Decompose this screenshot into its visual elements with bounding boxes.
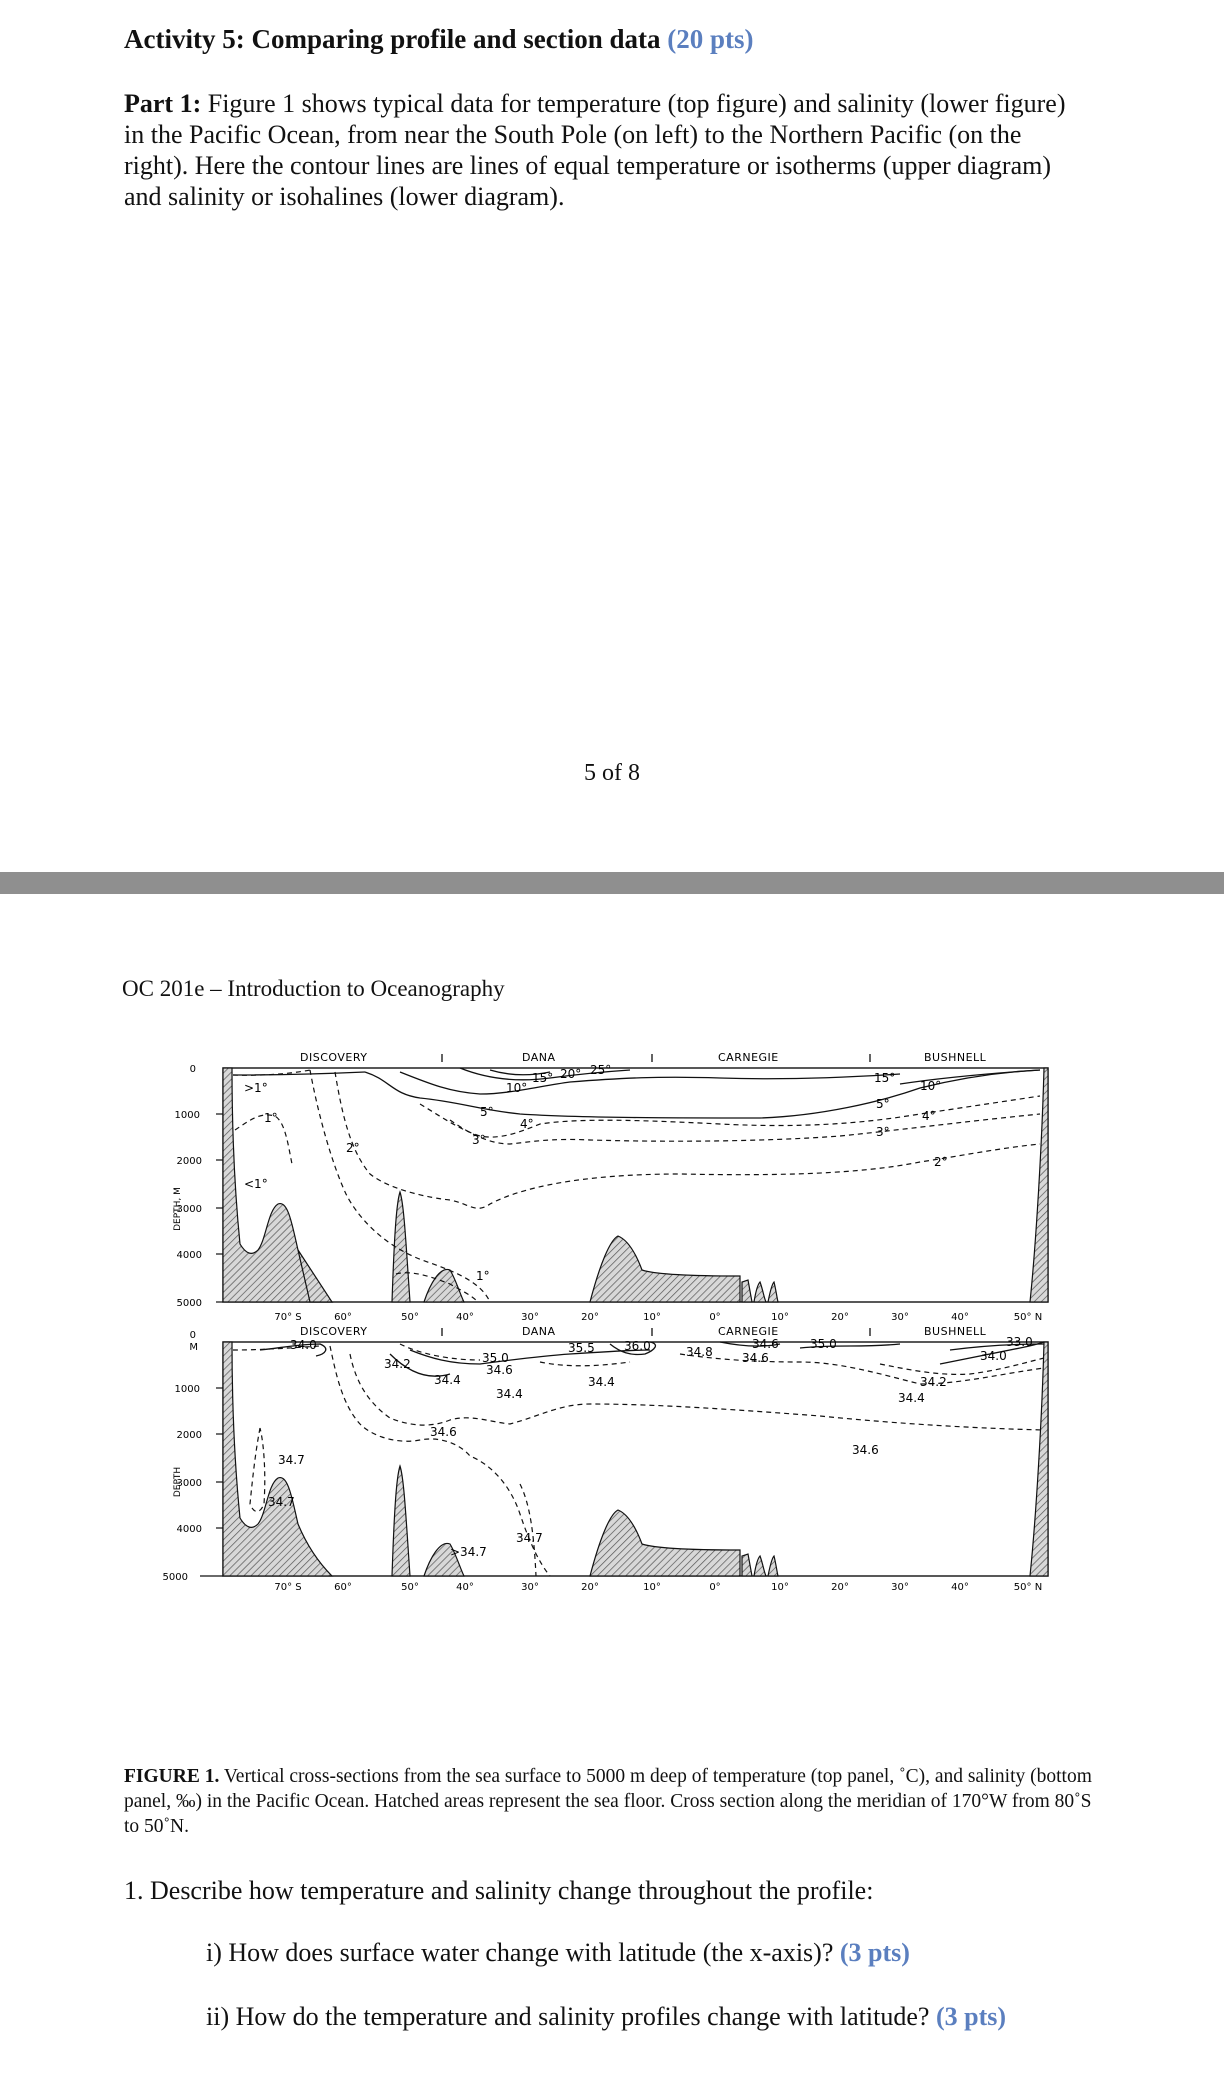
bottom-lat-tick: 20° [581, 1582, 599, 1593]
temperature-panel [173, 1051, 1048, 1323]
bottom-lat-tick: 10° [643, 1582, 661, 1593]
bottom-contour-label: 34.7 [516, 1531, 543, 1545]
top-depth-5000: 5000 [176, 1298, 202, 1309]
top-contour-label: 4° [922, 1109, 936, 1123]
bottom-isohalines [260, 1342, 1044, 1376]
top-contour-label: 15° [532, 1071, 554, 1085]
top-contour-label: 2° [934, 1155, 948, 1169]
bottom-depth-axis [163, 1330, 202, 1583]
heading-text: Activity 5: Comparing profile and section data [124, 24, 661, 54]
top-lat-tick: 40° [456, 1312, 474, 1323]
top-contour-label: 1° [476, 1269, 490, 1283]
top-expedition-carnegie: CARNEGIE [718, 1051, 779, 1064]
question-1-ii-text: ii) How do the temperature and salinity profiles change with latitude? [206, 2002, 930, 2031]
top-contour-label: 10° [506, 1081, 528, 1095]
page-1 [0, 0, 1224, 872]
top-lat-tick: 20° [581, 1312, 599, 1323]
part-label: Part 1: [124, 89, 202, 118]
bottom-contour-label: 35.0 [810, 1337, 837, 1351]
top-contour-label: 3° [472, 1133, 486, 1147]
page-2 [0, 894, 1224, 2074]
top-lat-tick: 30° [521, 1312, 539, 1323]
bottom-contour-label: 34.6 [752, 1337, 779, 1351]
bottom-contour-label: 34.4 [898, 1391, 925, 1405]
question-1-i [206, 1938, 910, 1968]
bottom-expedition-labels [300, 1325, 987, 1338]
bottom-lat-tick: 30° [891, 1582, 909, 1593]
bottom-contour-label: 34.7 [268, 1495, 295, 1509]
top-seafloor [223, 1068, 1048, 1302]
bottom-contour-label: 36.0 [624, 1339, 651, 1353]
top-lat-tick: 10° [771, 1312, 789, 1323]
top-expedition-labels [300, 1051, 987, 1064]
heading-points: (20 pts) [667, 24, 754, 54]
top-contour-label: <1° [244, 1177, 268, 1191]
top-expedition-dana: DANA [522, 1051, 556, 1064]
top-expedition-bushnell: BUSHNELL [924, 1051, 987, 1064]
bottom-contour-label: 34.4 [434, 1373, 461, 1387]
figure-1 [160, 1044, 1060, 1764]
figure-caption [124, 1764, 1104, 1839]
top-lat-tick: 50° N [1013, 1312, 1043, 1323]
bottom-contour-label: 34.7 [278, 1453, 305, 1467]
caption-text: Vertical cross-sections from the sea surface to 5000 m deep of temperature (top panel, ˚C), and salinity (bottom panel, ‰) in the Pacific Ocean. Hatched areas represent the sea floor. Cross section along the meridian of 170°W from 80˚S to 50˚N. [124, 1766, 1092, 1837]
bottom-contour-label: 34.6 [742, 1351, 769, 1365]
bottom-contour-label: 35.5 [568, 1341, 595, 1355]
bottom-lat-tick: 0° [709, 1582, 721, 1593]
bottom-lat-tick: 30° [521, 1582, 539, 1593]
bottom-contour-label: 34.2 [920, 1375, 947, 1389]
top-lat-tick: 10° [643, 1312, 661, 1323]
top-lat-tick: 60° [334, 1312, 352, 1323]
bottom-contour-label: 35.0 [482, 1351, 509, 1365]
bottom-lat-tick: 40° [951, 1582, 969, 1593]
bottom-contour-label: 34.8 [686, 1345, 713, 1359]
top-depth-0: 0 [189, 1064, 196, 1075]
top-isotherms [233, 1068, 1040, 1118]
bottom-contour-label: >34.7 [450, 1545, 487, 1559]
top-contour-label: 5° [480, 1105, 494, 1119]
bottom-contour-label: 34.0 [980, 1349, 1007, 1363]
top-lat-tick: 40° [951, 1312, 969, 1323]
salinity-panel [163, 1325, 1048, 1593]
caption-label: FIGURE 1. [124, 1766, 220, 1787]
top-depth-3000: 3000 [176, 1204, 202, 1215]
bottom-depth-4000: 4000 [176, 1524, 202, 1535]
top-contour-label: 2° [346, 1141, 360, 1155]
question-1-i-text: i) How does surface water change with latitude (the x-axis)? [206, 1938, 834, 1967]
top-depth-1000: 1000 [174, 1110, 200, 1121]
course-header: OC 201e – Introduction to Oceanography [122, 976, 505, 1001]
bottom-lat-tick: 60° [334, 1582, 352, 1593]
top-contour-label: 15° [874, 1071, 896, 1085]
part-text: Figure 1 shows typical data for temperature (top figure) and salinity (lower figure) in the Pacific Ocean, from near the South Pole (on left) to the Northern Pacific (on the right). Here the contour lines are lines of equal temperature or isotherms (upper diagram) and salinity or isohalines (lower diagram). [124, 89, 1066, 211]
bottom-lat-tick: 50° [401, 1582, 419, 1593]
bottom-depth-2000: 2000 [176, 1430, 202, 1441]
bottom-lat-tick: 70° S [274, 1582, 302, 1593]
top-depth-label: DEPTH, M [173, 1187, 183, 1231]
top-lat-tick: 30° [891, 1312, 909, 1323]
top-lat-tick: 0° [709, 1312, 721, 1323]
top-contour-label: 1° [264, 1111, 278, 1125]
bottom-lat-tick: 20° [831, 1582, 849, 1593]
bottom-contour-label: 34.6 [486, 1363, 513, 1377]
top-depth-axis [173, 1064, 202, 1309]
top-contour-label: 5° [876, 1097, 890, 1111]
bottom-depth-5000: 5000 [162, 1572, 188, 1583]
activity-heading [124, 24, 753, 55]
top-contour-label: >1° [244, 1081, 268, 1095]
bottom-expedition-discovery: DISCOVERY [300, 1325, 368, 1338]
page-divider [0, 872, 1224, 894]
bottom-latitude-axis [274, 1582, 1042, 1593]
top-contour-label: 25° [590, 1063, 612, 1077]
bottom-depth-0: 0 [189, 1330, 196, 1341]
bottom-expedition-carnegie: CARNEGIE [718, 1325, 779, 1338]
bottom-contour-label: 33.0 [1006, 1335, 1033, 1349]
question-1: 1. Describe how temperature and salinity change throughout the profile: [124, 1876, 874, 1905]
top-lat-tick: 70° S [274, 1312, 302, 1323]
page-number: 5 of 8 [584, 760, 640, 786]
bottom-lat-tick: 10° [771, 1582, 789, 1593]
bottom-expedition-bushnell: BUSHNELL [924, 1325, 987, 1338]
bottom-lat-tick: 50° N [1013, 1582, 1043, 1593]
bottom-m-label: M [189, 1342, 198, 1353]
top-lat-tick: 50° [401, 1312, 419, 1323]
top-contour-label: 3° [876, 1125, 890, 1139]
part-1-paragraph [124, 88, 1084, 212]
bottom-contour-labels [268, 1335, 1033, 1559]
top-depth-4000: 4000 [176, 1250, 202, 1261]
top-expedition-discovery: DISCOVERY [300, 1051, 368, 1064]
top-depth-2000: 2000 [176, 1156, 202, 1167]
bottom-contour-label: 34.6 [430, 1425, 457, 1439]
bottom-lat-tick: 40° [456, 1582, 474, 1593]
bottom-depth-1000: 1000 [174, 1384, 200, 1395]
bottom-expedition-dana: DANA [522, 1325, 556, 1338]
top-contour-labels [244, 1063, 948, 1283]
bottom-contour-label: 34.2 [384, 1357, 411, 1371]
bottom-contour-label: 34.6 [852, 1443, 879, 1457]
top-latitude-axis [274, 1312, 1042, 1323]
bottom-depth-label: DEPTH [173, 1466, 183, 1498]
bottom-contour-label: 34.0 [290, 1338, 317, 1352]
bottom-depth-3000: 3000 [176, 1478, 202, 1489]
bottom-contour-label: 34.4 [496, 1387, 523, 1401]
bottom-contour-label: 34.4 [588, 1375, 615, 1389]
top-contour-label: 20° [560, 1067, 582, 1081]
top-lat-tick: 20° [831, 1312, 849, 1323]
question-1-ii [206, 2002, 1006, 2032]
question-1-i-points: (3 pts) [839, 1938, 910, 1967]
top-contour-label: 4° [520, 1117, 534, 1131]
top-contour-label: 10° [920, 1079, 942, 1093]
question-1-ii-points: (3 pts) [935, 2002, 1007, 2031]
